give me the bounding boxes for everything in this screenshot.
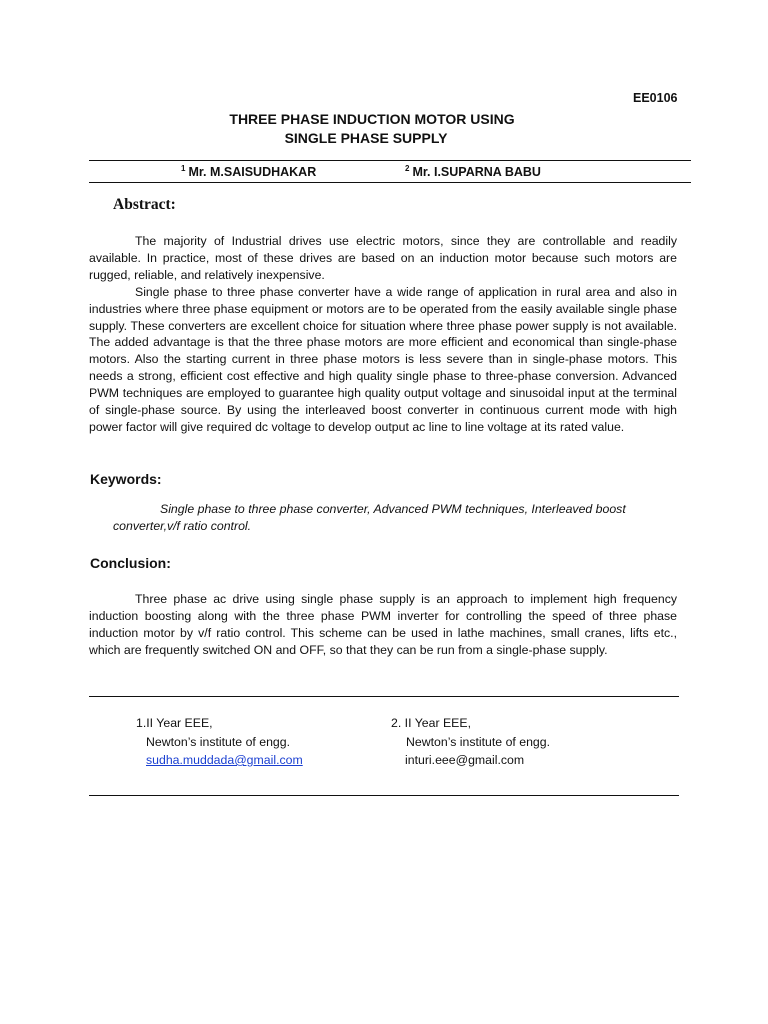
title-line-2: SINGLE PHASE SUPPLY [284,130,448,146]
author-2 [405,164,541,179]
affiliation-rule-top [89,696,679,697]
conclusion-paragraph: Three phase ac drive using single phase supply is an approach to implement high frequency induction boosting along with the three phase PWM inverter for controlling the speed of three phase induction motor by v/f ratio control. This scheme can be used in lathe machines, small cranes, lifts etc., which are frequently switched ON and OFF, so that they can be run from a single-phase supply. [89,592,677,657]
paper-title [150,110,594,148]
author-2-number: 2 [405,164,410,173]
affiliation-2-email: inturi.eee@gmail.com [405,753,525,767]
abstract-body [89,233,677,436]
keywords-text [113,501,673,535]
affiliation-rule-bottom [89,795,679,796]
author-2-name: Mr. I.SUPARNA BABU [412,165,541,179]
affiliation-1-email-link[interactable]: sudha.muddada@gmail.com [146,753,303,767]
author-1 [181,164,316,179]
affiliation-1-institute: Newton’s institute of engg. [146,734,291,749]
abstract-paragraph-1: The majority of Industrial drives use electric motors, since they are controllable and readily available. In practice, most of these drives are based on an induction motor because such motors are rugged, reliable, and relatively inexpensive. [89,234,677,282]
affiliation-1 [136,714,303,770]
title-line-1: THREE PHASE INDUCTION MOTOR USING [229,111,515,127]
keywords-heading: Keywords: [90,471,162,487]
affiliation-2 [391,714,550,770]
header-rule-top [89,160,691,161]
keywords-line-2: converter,v/f ratio control. [113,519,252,533]
affiliation-2-year: 2. II Year EEE, [391,716,471,730]
conclusion-body [89,591,677,659]
affiliation-2-institute: Newton’s institute of engg. [406,734,551,749]
author-1-name: Mr. M.SAISUDHAKAR [188,165,317,179]
abstract-paragraph-2: Single phase to three phase converter have a wide range of application in rural area and also in industries where three phase equipment or motors are to be operated from the easily available single phase supply. These converters are excellent choice for situation where three phase power supply is not available. The added advantage is that the three phase motors are more efficient and economical than single-phase motors. Also the starting current in three phase motors is less severe than in single-phase motors. This needs a strong, efficient cost effective and high quality single phase to three-phase conversion. Advanced PWM techniques are employed to guarantee high quality output voltage and sinusoidal input at the terminal of single-phase source. By using the interleaved boost converter in continuous current mode with high power factor will give required dc voltage to develop output ac line to line voltage at its rated value. [89,284,677,434]
paper-code: EE0106 [633,91,678,105]
abstract-heading: Abstract: [113,196,176,213]
keywords-line-1: Single phase to three phase converter, Advanced PWM techniques, Interleaved boost [160,502,626,516]
affiliation-1-year: 1.II Year EEE, [136,716,213,730]
header-rule-bottom [89,182,691,183]
author-1-number: 1 [181,164,186,173]
conclusion-heading: Conclusion: [90,555,171,571]
